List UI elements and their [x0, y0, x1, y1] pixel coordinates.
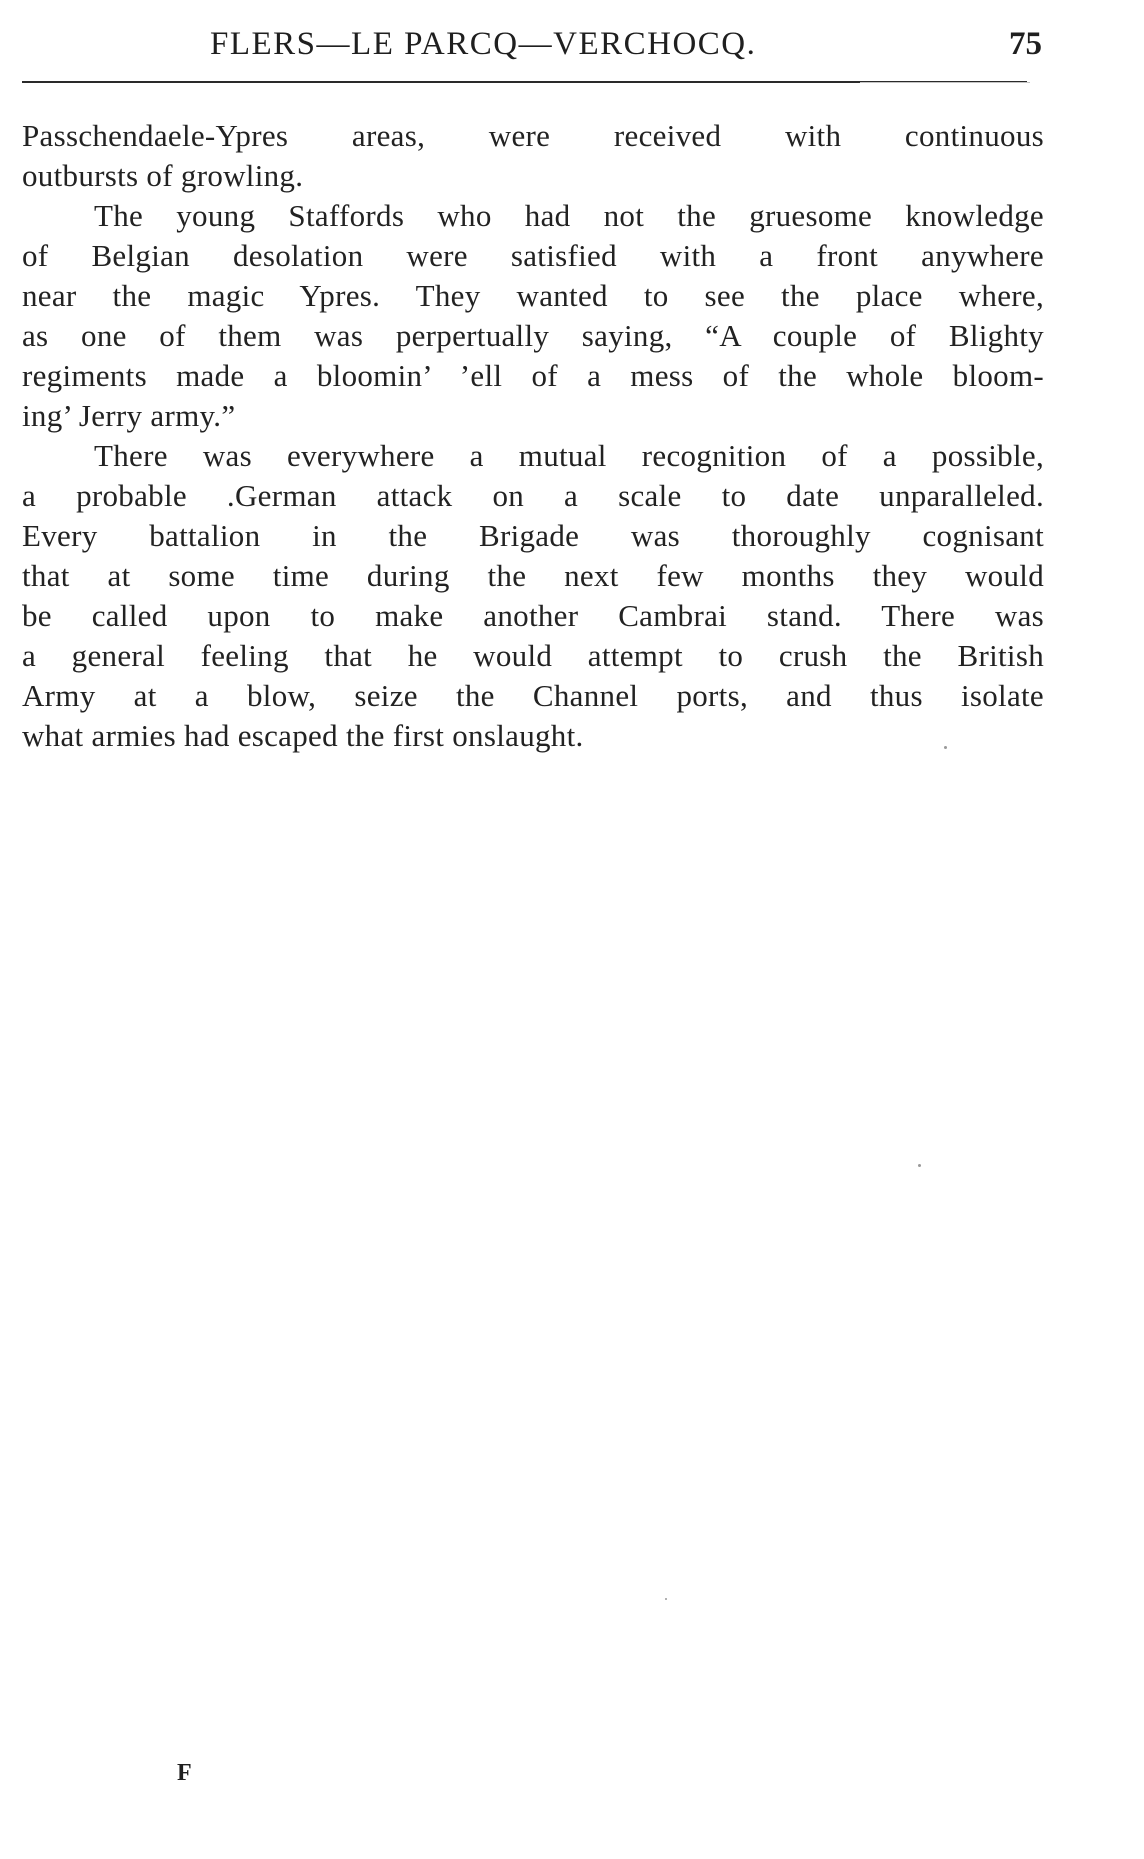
text-line: of Belgian desolation were satisfied with a front anywhere [22, 238, 1044, 273]
text-line: The young Staffords who had not the gruesome knowledge [94, 198, 1044, 233]
text-line: ing’ Jerry army.” [22, 398, 236, 433]
text-line: outbursts of growling. [22, 158, 304, 193]
text-line: as one of them was perpertually saying, “A couple of Blighty [22, 318, 1044, 353]
body-text [22, 116, 1044, 756]
text-line: There was everywhere a mutual recognition of a possible, [94, 438, 1044, 473]
running-title: FLERS—LE PARCQ—VERCHOCQ. [210, 26, 757, 62]
paper-speck [944, 746, 947, 749]
running-head [22, 22, 1042, 68]
paper-speck [860, 82, 1030, 83]
text-line: regiments made a bloomin’ ’ell of a mess of the whole bloom- [22, 358, 1044, 393]
paper-speck [665, 1598, 667, 1600]
page-number: 75 [1009, 26, 1042, 62]
text-line: Army at a blow, seize the Channel ports, and thus isolate [22, 678, 1044, 713]
text-line: Every battalion in the Brigade was thoroughly cognisant [22, 518, 1044, 553]
text-line: be called upon to make another Cambrai stand. There was [22, 598, 1044, 633]
text-line: Passchendaele-Ypres areas, were received with continuous [22, 118, 1044, 153]
paper-speck [918, 1164, 921, 1167]
text-line: a general feeling that he would attempt to crush the British [22, 638, 1044, 673]
text-line: a probable .German attack on a scale to date unparalleled. [22, 478, 1044, 513]
text-line: that at some time during the next few months they would [22, 558, 1044, 593]
signature-mark: F [177, 1760, 192, 1786]
text-line: what armies had escaped the first onslaught. [22, 718, 584, 753]
text-line: near the magic Ypres. They wanted to see the place where, [22, 278, 1044, 313]
